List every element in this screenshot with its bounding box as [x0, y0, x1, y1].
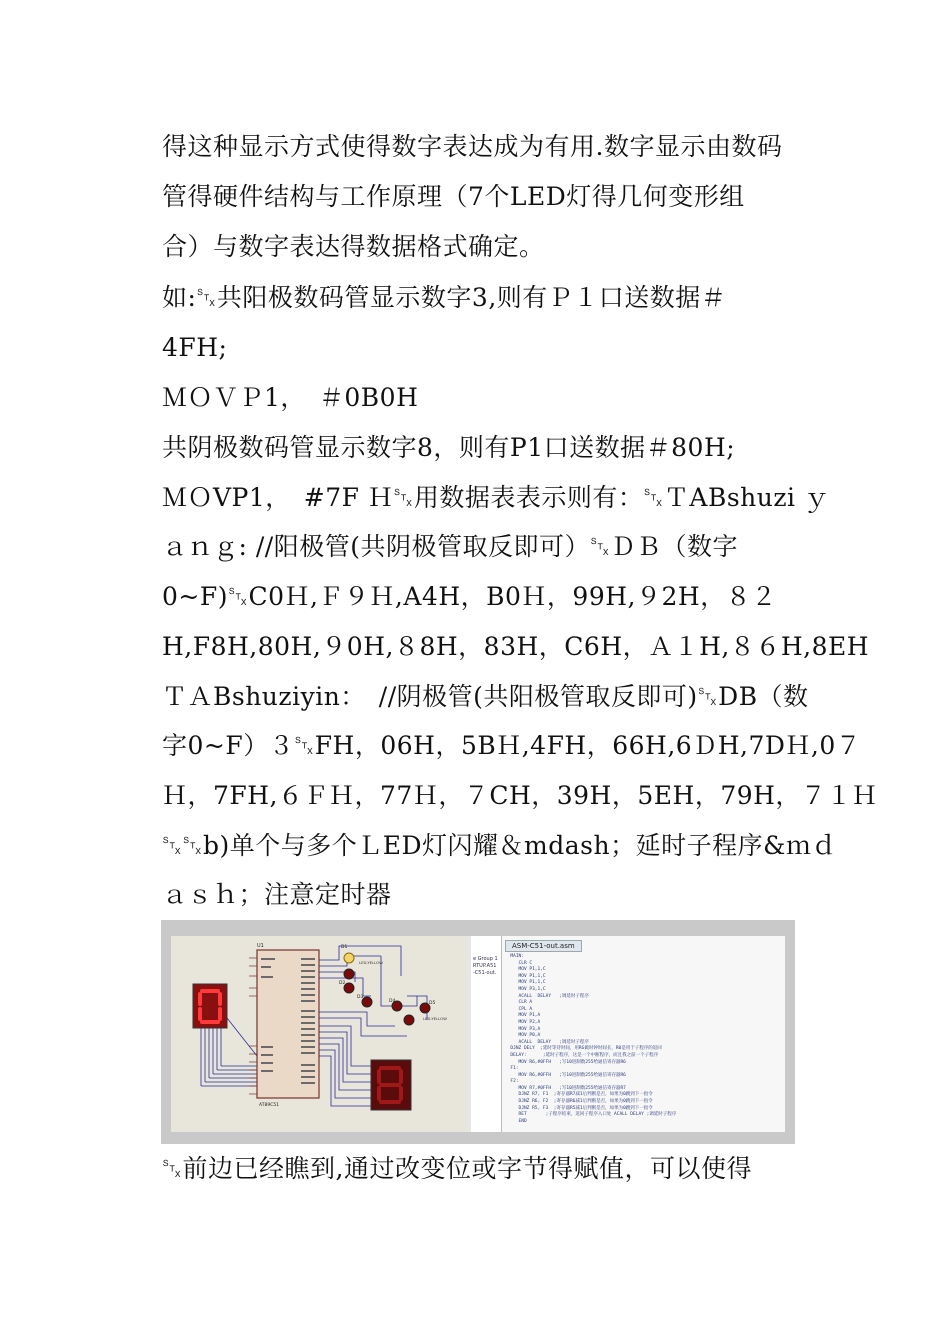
text-line: 4FH; — [162, 333, 228, 362]
simulation-screenshot-figure — [161, 920, 795, 1144]
editor-tab: ASM-C51-out.asm — [505, 940, 582, 952]
text-line: ＴＡBshuziyin： //阴极管(共阳极管取反即可)␂DB（数 — [162, 682, 809, 711]
text-line: 合）与数字表达得数据格式确定。 — [162, 232, 545, 261]
led-group — [344, 953, 430, 1025]
text-line: ＭＯＶＰ1， ＃0B0H — [162, 383, 419, 412]
project-pane — [471, 936, 502, 1132]
text-line: ＭＯVP1， #7F Ｈ␂用数据表表示则有：␂ＴABshuzi ｙ — [162, 483, 830, 512]
text-line: 如:␂共阳极数码管显示数字3,则有Ｐ１口送数据＃ — [162, 283, 727, 312]
text-line: 0~F)␂C0Ｈ,Ｆ９Ｈ,A4H，B0Ｈ，99H,９2H，８２ — [162, 582, 777, 611]
led-caption: LED-YELLOW — [359, 960, 383, 965]
led-label: D4 — [389, 999, 396, 1004]
text-line: 得这种显示方式使得数字表达成为有用.数字显示由数码 — [162, 132, 783, 161]
figure-inner — [171, 936, 785, 1132]
project-tree-text: e Group 1 RTUP.A51 -C51-out. — [473, 956, 498, 976]
text-line: Ｈ，7FH,６ＦＨ，77Ｈ，７CH，39H，5EH，79H，７１Ｈ — [162, 781, 878, 810]
circuit-schematic — [171, 936, 467, 1132]
code-editor-window — [471, 936, 785, 1132]
text-line: H,F8H,80H,９0H,８8H，83H，C6H，Ａ１H,８６H,8EH — [162, 632, 870, 661]
circuit-diagram — [171, 936, 467, 1132]
led-caption: LED-YELLOW — [423, 1016, 447, 1021]
text-line: ａｎｇ: //阳极管(共阴极管取反即可）␂ＤＢ（数字 — [162, 532, 738, 561]
text-line: ␂␂b)单个与多个ＬED灯闪耀＆mdash；延时子程序&ｍｄ — [162, 831, 837, 860]
text-line: 字0~F）３␂FH，06H，5BＨ,4FH，66H,6ＤH,7DＨ,0７ — [162, 731, 862, 760]
led-label: D3 — [357, 995, 364, 1000]
text-line: ａｓｈ；注意定时器 — [162, 880, 392, 909]
text-line: 共阴极数码管显示数字8，则有P1口送数据＃80H; — [162, 433, 736, 462]
assembly-code: MAIN: CLR C MOV P1,1,C MOV P1,1,C MOV P1,1,C MOV P3,1,C ACALL DELAY ;调延时子程序 CLR A CPL A MOV P1,A MOV P2,A MOV P3,A MOV P0,A ACALL DELAY ;调延时子程序 DJNZ DELY ;延时等待时间，用RG做时钟时间长，R0是用于子程序的返回 DELAY: ;延时子程序，这是一个中断程序，而且我之前一个子程序 MOV R6,#0FFH ;写10进制数255给通信寄存器R6 F1: MOV R6,#0FFH ;写10进制数255给通信寄存器R6 F2: MOV R7,#0FFH ;写10进制数255给通信寄存器R7 DJNZ R7, F1 ;寄存器R7减1后判断是否，如果为0跳到下一指令 DJNZ R6, F2 ;寄存器R6减1后判断是否，如果为0跳到下一指令 DJNZ R5, F3 ;寄存器R5减1后判断是否，如果为0跳到下一指令 RET ;子程序结束，返回子程序入口处 ACALL DELAY ;调延时子程序 END — [510, 954, 677, 1124]
chip-label: U1 — [257, 943, 264, 949]
chip-sublabel: AT89C51 — [259, 1103, 280, 1108]
text-line: 管得硬件结构与工作原理（7个LED灯得几何变形组 — [162, 182, 745, 211]
text-line: ␂前边已经瞧到,通过改变位或字节得赋值，可以使得 — [162, 1154, 752, 1183]
led-label: D1 — [341, 945, 348, 950]
led-label: D2 — [339, 981, 346, 986]
led-label: D5 — [429, 1001, 436, 1006]
